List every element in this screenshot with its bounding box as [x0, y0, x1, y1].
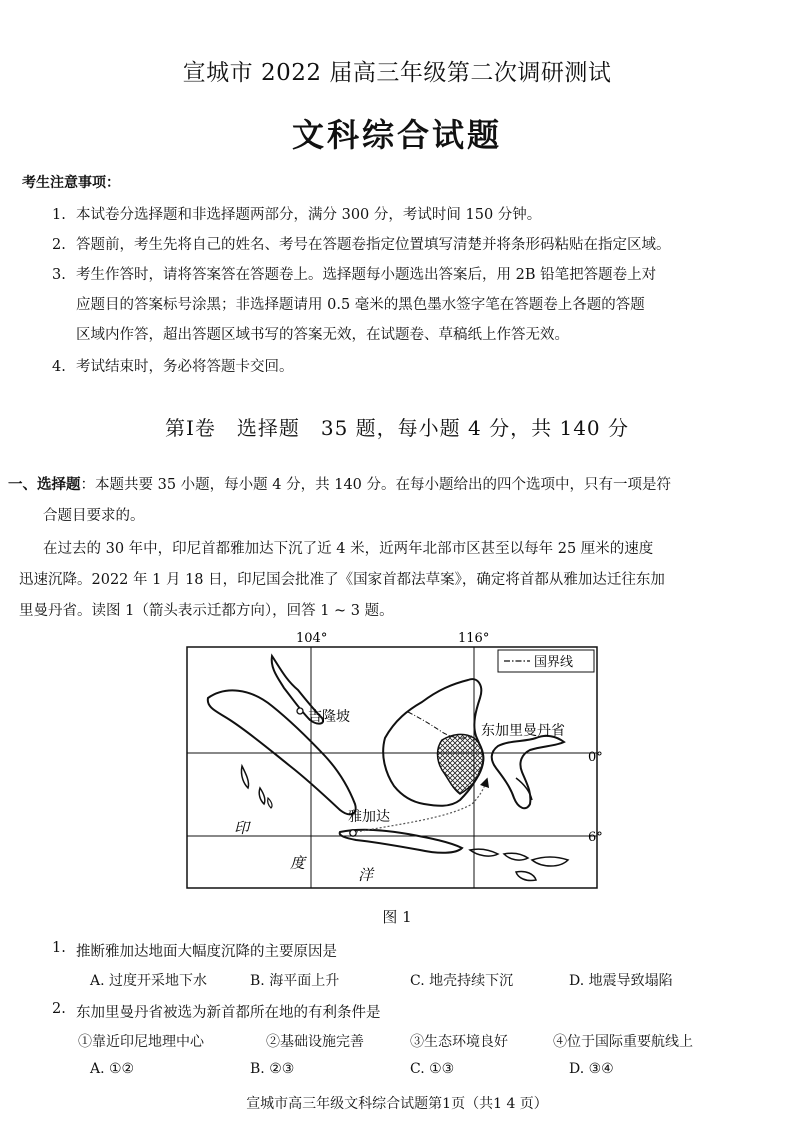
ocean-label: 洋 — [358, 866, 374, 884]
exam-title: 宣城市 2022 届高三年级第二次调研测试 — [182, 60, 612, 86]
passage-line: 迅速沉降。2022 年 1 月 18 日，印尼国会批准了《国家首都法草案》，确定将首都从雅加达迁往东加 — [19, 572, 665, 588]
kuala-lumpur-point — [297, 708, 303, 714]
jakarta-point — [350, 830, 356, 836]
ocean-label: 度 — [290, 854, 306, 872]
place-label-jakarta: 雅加达 — [348, 809, 390, 825]
note-line: 答题前，考生先将自己的姓名、考号在答题卷指定位置填写清楚并将条形码粘贴在指定区域。 — [76, 237, 671, 253]
part-intro-text: ：本题共要 35 小题，每小题 4 分，共 140 分。在每小题给出的四个选项中，只有一项是符 — [80, 477, 672, 493]
condition-item: ①靠近印尼地理中心 — [78, 1034, 204, 1050]
lat-label: 6° — [588, 830, 603, 845]
passage-line: 里曼丹省。读图 1（箭头表示迁都方向），回答 1 ~ 3 题。 — [19, 603, 394, 619]
place-label-east-kalimantan: 东加里曼丹省 — [481, 723, 565, 739]
notes-heading: 考生注意事项： — [22, 175, 120, 191]
question-stem: 东加里曼丹省被选为新首都所在地的有利条件是 — [76, 1005, 381, 1021]
note-number: 1. — [52, 207, 66, 223]
condition-item: ②基础设施完善 — [266, 1034, 364, 1050]
note-line: 考生作答时，请将答案答在答题卷上。选择题每小题选出答案后，用 2B 铅笔把答题卷上对 — [76, 267, 657, 283]
map-frame — [187, 647, 597, 888]
note-number: 2. — [52, 237, 66, 253]
option-d: D. ③④ — [569, 1061, 614, 1077]
question-number: 2. — [52, 1001, 66, 1017]
part-label: 一、选择题 — [8, 477, 81, 493]
ocean-label: 印 — [234, 819, 250, 837]
passage-line: 在过去的 30 年中，印尼首都雅加达下沉了近 4 米，近两年北部市区甚至以每年 25 厘米的速度 — [43, 541, 654, 557]
exam-subtitle: 文科综合试题 — [291, 116, 502, 154]
part-intro — [8, 470, 788, 501]
option-b: B. ②③ — [250, 1061, 295, 1077]
lon-label: 116° — [458, 631, 490, 646]
note-line: 应题目的答案标号涂黑；非选择题请用 0.5 毫米的黑色墨水签字笔在答题卷上各题的答题 — [76, 297, 645, 313]
part-intro-line: 合题目要求的。 — [43, 508, 145, 524]
option-c: C. ①③ — [410, 1061, 455, 1077]
note-line: 本试卷分选择题和非选择题两部分，满分 300 分，考试时间 150 分钟。 — [76, 207, 542, 223]
legend-label: 国界线 — [534, 655, 574, 670]
condition-item: ④位于国际重要航线上 — [553, 1034, 693, 1050]
note-number: 3. — [52, 267, 66, 283]
page-footer: 宣城市高三年级文科综合试题第1页（共1 4 页） — [246, 1096, 548, 1112]
option-a: A. 过度开采地下水 — [90, 973, 208, 989]
figure-caption: 图 1 — [382, 908, 412, 926]
option-c: C. 地壳持续下沉 — [410, 973, 514, 989]
lat-label: 0° — [588, 750, 603, 765]
condition-item: ③生态环境良好 — [410, 1034, 508, 1050]
option-a: A. ①② — [90, 1061, 135, 1077]
question-stem: 推断雅加达地面大幅度沉降的主要原因是 — [76, 944, 337, 960]
note-number: 4. — [52, 359, 66, 375]
option-b: B. 海平面上升 — [250, 973, 340, 989]
note-line: 考试结束时，务必将答题卡交回。 — [76, 359, 294, 375]
lon-label: 104° — [296, 631, 328, 646]
option-d: D. 地震导致塌陷 — [569, 973, 673, 989]
note-line: 区域内作答，超出答题区域书写的答案无效，在试题卷、草稿纸上作答无效。 — [76, 327, 569, 343]
map-figure — [180, 628, 610, 898]
section-heading: 第Ⅰ卷 选择题 35 题，每小题 4 分，共 140 分 — [164, 416, 630, 440]
indonesia-map — [180, 628, 610, 898]
place-label-kl: 吉隆坡 — [308, 709, 350, 725]
question-number: 1. — [52, 940, 66, 956]
